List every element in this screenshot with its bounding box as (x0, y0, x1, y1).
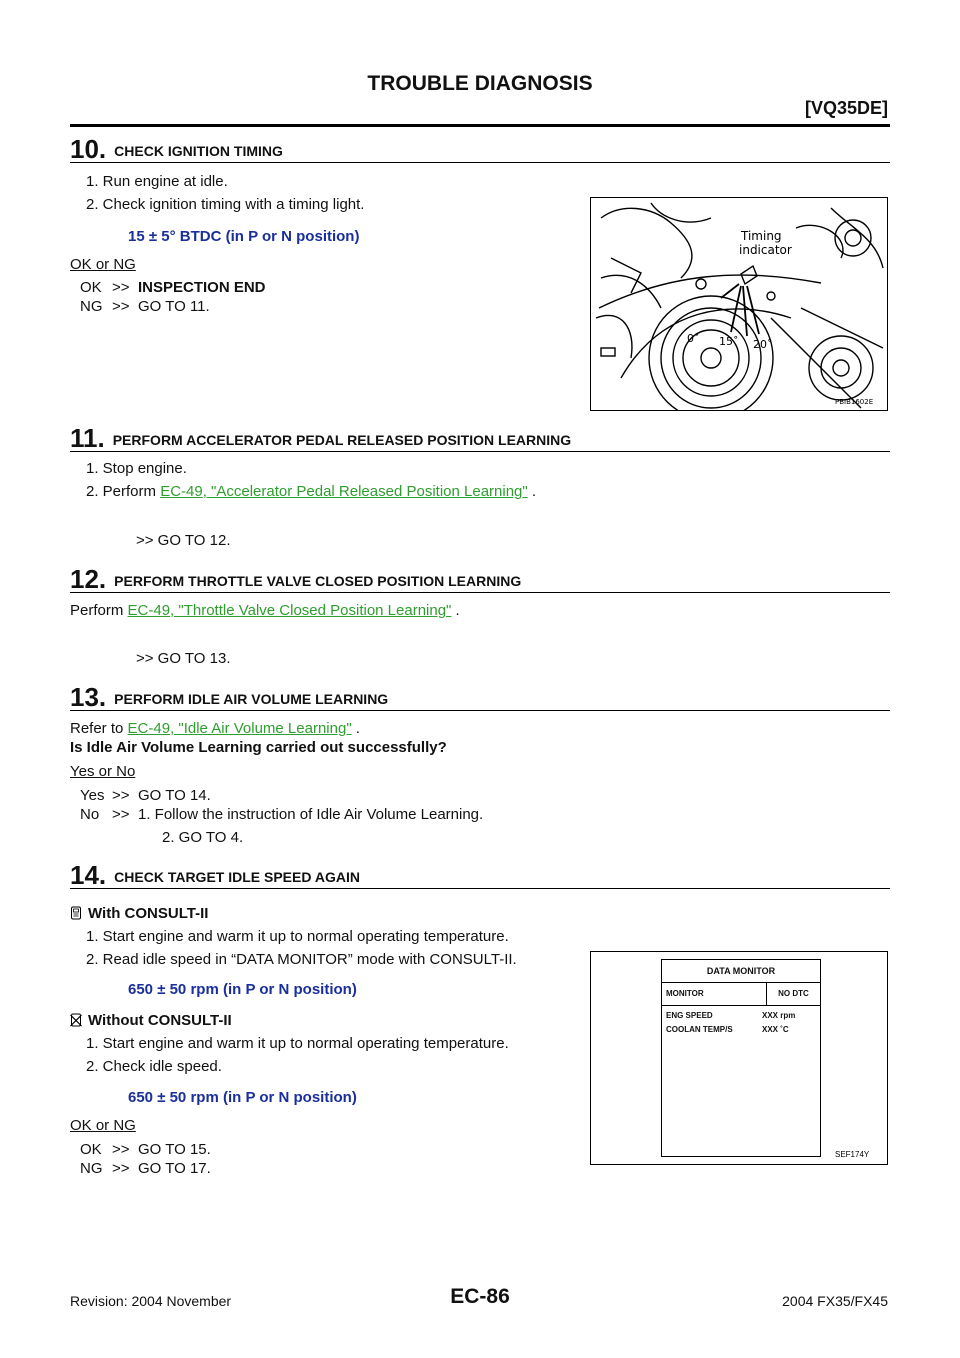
monitor-values (662, 1006, 820, 1037)
monitor-label: COOLAN TEMP/S (666, 1025, 733, 1034)
step-title: CHECK TARGET IDLE SPEED AGAIN (114, 869, 360, 885)
step-12-heading (70, 564, 890, 593)
result-text: GO TO 15. (138, 1141, 211, 1158)
step-14-spec-2: 650 ± 50 rpm (in P or N position) (128, 1089, 357, 1106)
step-13-results (80, 786, 483, 824)
header-rule (70, 124, 890, 127)
text-prefix: 2. Perform (86, 483, 161, 500)
timing-indicator-figure (590, 197, 888, 411)
link-idle-air-volume-learning[interactable]: EC-49, "Idle Air Volume Learning" (127, 720, 352, 737)
text-prefix: Refer to (70, 720, 128, 737)
monitor-row-eng-speed (662, 1009, 820, 1023)
step-12-line (70, 602, 460, 620)
consult-tool-icon (70, 906, 82, 920)
result-text: INSPECTION END (138, 279, 266, 296)
monitor-row-coolant-temp (662, 1023, 820, 1037)
footer-model: 2004 FX35/FX45 (782, 1293, 888, 1309)
step-10-heading (70, 134, 890, 163)
step-11-line-1: 1. Stop engine. (86, 460, 187, 477)
result-key: OK (80, 1141, 102, 1158)
with-consult-text: With CONSULT-II (88, 905, 209, 922)
fig-label-indicator: indicator (739, 243, 792, 257)
result-key: No (80, 806, 100, 823)
result-text: GO TO 17. (138, 1160, 211, 1177)
step-14-without-line-2: 2. Check idle speed. (86, 1058, 222, 1075)
without-consult-label (70, 1012, 232, 1030)
monitor-col-2: NO DTC (778, 989, 809, 998)
footer-page-number: EC-86 (450, 1285, 510, 1308)
step-number: 13. (70, 682, 107, 712)
monitor-label: ENG SPEED (666, 1011, 713, 1020)
step-10-line-1: 1. Run engine at idle. (86, 173, 228, 190)
step-10-line-2: 2. Check ignition timing with a timing light. (86, 196, 365, 213)
step-10-results (80, 278, 266, 316)
engine-model-tag: [VQ35DE] (804, 98, 888, 118)
step-14-heading (70, 860, 890, 889)
step-title: CHECK IGNITION TIMING (114, 143, 283, 159)
without-consult-text: Without CONSULT-II (88, 1012, 232, 1029)
result-row (80, 805, 483, 824)
result-arrow: >> (112, 806, 130, 823)
step-13-question-bold: Is Idle Air Volume Learning carried out successfully? (70, 739, 447, 756)
step-12-result: >> GO TO 13. (136, 650, 231, 667)
result-arrow: >> (112, 787, 130, 804)
figure-code: PBIB1602E (835, 398, 874, 406)
result-key: NG (80, 298, 103, 315)
step-13-line (70, 720, 360, 738)
result-row (80, 1159, 211, 1178)
result-row (80, 1140, 211, 1159)
step-11-heading (70, 423, 890, 452)
step-10-spec: 15 ± 5° BTDC (in P or N position) (128, 228, 360, 245)
monitor-value: XXX ˚C (762, 1025, 789, 1034)
step-10-question: OK or NG (70, 256, 136, 273)
result-key: Yes (80, 787, 105, 804)
monitor-header: DATA MONITOR (662, 960, 820, 983)
monitor-col-1: MONITOR (662, 983, 767, 1005)
step-13-heading (70, 682, 890, 711)
step-14-with-line-2: 2. Read idle speed in “DATA MONITOR” mode with CONSULT-II. (86, 951, 517, 968)
result-arrow: >> (112, 298, 130, 315)
step-13-question: Yes or No (70, 763, 136, 780)
step-number: 10. (70, 134, 107, 164)
with-consult-label (70, 905, 208, 923)
step-11-line-2 (86, 483, 536, 501)
result-arrow: >> (112, 279, 130, 296)
step-14-without-line-1: 1. Start engine and warm it up to normal operating temperature. (86, 1035, 509, 1052)
fig-label-timing: Timing (741, 229, 782, 243)
link-throttle-valve-learning[interactable]: EC-49, "Throttle Valve Closed Position Learning" (127, 602, 452, 619)
text-suffix: . (527, 483, 537, 500)
step-14-results (80, 1140, 211, 1178)
text-suffix: . (451, 602, 460, 619)
result-row (80, 297, 266, 316)
step-title: PERFORM IDLE AIR VOLUME LEARNING (114, 691, 389, 707)
result-text: GO TO 11. (138, 298, 210, 315)
monitor-value: XXX rpm (762, 1011, 796, 1020)
monitor-column-header (662, 983, 820, 1006)
fig-mark-0: 0˚ (687, 332, 700, 345)
step-number: 11. (70, 423, 105, 453)
engine-pulley-illustration (591, 198, 887, 410)
step-title: PERFORM THROTTLE VALVE CLOSED POSITION LEARNING (114, 573, 522, 589)
step-11-result: >> GO TO 12. (136, 532, 231, 549)
step-14-with-line-1: 1. Start engine and warm it up to normal operating temperature. (86, 928, 509, 945)
result-text: 1. Follow the instruction of Idle Air Volume Learning. (138, 806, 484, 823)
link-accelerator-pedal-learning[interactable]: EC-49, "Accelerator Pedal Released Position Learning" (160, 483, 528, 500)
text-prefix: Perform (70, 602, 128, 619)
fig-mark-15: 15˚ (719, 335, 739, 348)
data-monitor-figure (590, 951, 888, 1165)
step-number: 12. (70, 564, 107, 594)
result-key: NG (80, 1160, 103, 1177)
fig-mark-20: 20˚ (753, 338, 773, 351)
result-text: GO TO 14. (138, 787, 211, 804)
result-arrow: >> (112, 1141, 130, 1158)
result-row (80, 786, 483, 805)
step-number: 14. (70, 860, 107, 890)
figure-code: SEF174Y (835, 1150, 870, 1159)
no-consult-tool-icon (70, 1013, 82, 1027)
page-title: TROUBLE DIAGNOSIS (367, 72, 593, 95)
footer-revision: Revision: 2004 November (70, 1293, 232, 1309)
text-suffix: . (351, 720, 360, 737)
result-arrow: >> (112, 1160, 130, 1177)
step-13-result-cont: 2. GO TO 4. (162, 829, 244, 846)
step-title: PERFORM ACCELERATOR PEDAL RELEASED POSITION LEARNING (112, 432, 572, 448)
step-14-question: OK or NG (70, 1117, 136, 1134)
step-14-spec: 650 ± 50 rpm (in P or N position) (128, 981, 357, 998)
result-row (80, 278, 266, 297)
result-key: OK (80, 279, 102, 296)
monitor-screen (661, 959, 821, 1157)
